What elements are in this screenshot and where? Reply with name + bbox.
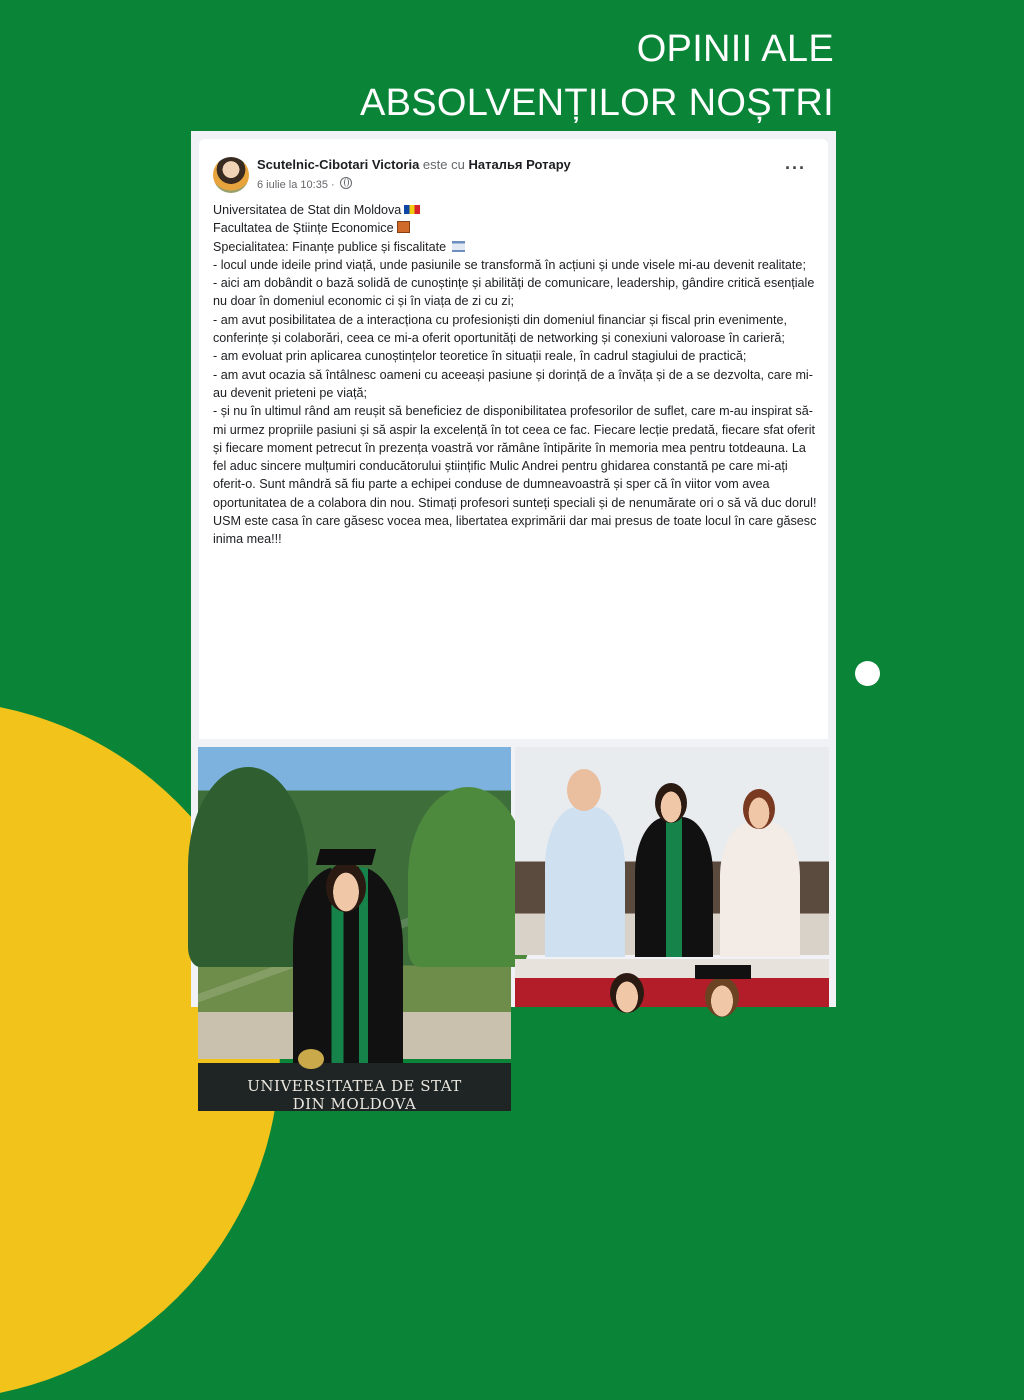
post-line: USM este casa în care găsesc vocea mea, libertatea exprimării dar mai presus de toate locul în care găsesc inima mea!!! xyxy=(213,514,817,547)
face xyxy=(610,973,644,1013)
person-woman xyxy=(720,822,800,957)
post-line: Specialitatea: Finanțe publice și fiscalitate xyxy=(213,238,818,256)
banner-line-2: DIN MOLDOVA xyxy=(292,1095,417,1113)
university-banner-photo[interactable] xyxy=(198,1063,511,1111)
tree-shape xyxy=(188,767,308,967)
page-headline xyxy=(360,22,834,130)
person-man xyxy=(545,807,625,957)
post-line: Universitatea de Stat din Moldova xyxy=(213,201,818,219)
post-date[interactable]: 6 iulie la 10:35 · xyxy=(257,179,335,191)
graduates-closeup-photo[interactable] xyxy=(515,959,829,1007)
post-card xyxy=(199,139,828,739)
university-crest-icon xyxy=(298,1049,324,1069)
post-line: - aici am dobândit o bază solidă de cunoștințe și abilități de comunicare, leadership, gândire critică esențiale nu doar în domeniul economic ci și în viața de zi cu zi; xyxy=(213,276,815,309)
more-options-icon[interactable]: ··· xyxy=(785,158,806,178)
white-dot-decor xyxy=(855,661,880,686)
person-graduate xyxy=(635,817,713,957)
post-line: - locul unde ideile prind viață, unde pasiunile se transformă în acțiuni și unde visele mi-au devenit realitate; xyxy=(213,257,806,272)
bank-building-icon xyxy=(452,241,465,252)
abacus-icon xyxy=(397,221,410,233)
graduation-cap-icon xyxy=(316,849,376,865)
with-text: este cu xyxy=(422,157,465,172)
graduation-cap-icon xyxy=(695,965,751,979)
post-line: - am avut ocazia să întâlnesc oameni cu aceeași pasiune și dorință de a învăța și de a se dezvolta, care mi-au devenit prieteni pe viață; xyxy=(213,367,813,400)
post-line: - și nu în ultimul rând am reușit să beneficiez de disponibilitatea profesorilor de suflet, care m-au inspirat să-mi urmez propriile pasiuni și să aspir la excelență în tot ceea ce fac. Fiecare lecție predată, fiecare sfat oferit și fiecare moment petrecut în prezența voastră vor rămâne întipărite în memoria mea pentru totdeauna. La fel aduc sincere mulțumiri conducătorului științific Mulic Andrei pentru ghidarea constantă pe care mi-ați oferit-o. Sunt mândră să fiu parte a echipei conduse de dumneavoastră și sper că în viitor vom avea oportunitatea de a colabora din nou. Stimați profesori sunteți speciali și de nenumărate ori o să vă duc dorul! xyxy=(213,404,817,510)
post-author-line xyxy=(257,157,571,172)
graduate-head xyxy=(326,862,366,912)
banner-line-1: UNIVERSITATEA DE STAT xyxy=(247,1077,462,1095)
facebook-post-screenshot xyxy=(191,131,836,1113)
group-photo-with-professors[interactable] xyxy=(515,747,829,955)
post-line: - am avut posibilitatea de a interacționa cu profesioniști din domeniul financiar și fiscal prin evenimente, conferințe și colaborări, ceea ce mi-a oferit oportunități de networking și conexiuni valoroase în carieră; xyxy=(213,312,788,346)
author-avatar[interactable] xyxy=(213,157,249,193)
face xyxy=(705,977,739,1017)
photo-grid xyxy=(191,743,836,1113)
headline-line-1: OPINII ALE xyxy=(636,28,834,70)
post-line: - am evoluat prin aplicarea cunoștințelor teoretice în situații reale, în cadrul stagiului de practică; xyxy=(213,349,747,364)
tagged-person[interactable]: Наталья Ротару xyxy=(468,157,571,172)
post-text xyxy=(213,201,818,549)
headline-line-2: ABSOLVENȚILOR NOȘTRI xyxy=(359,82,834,124)
moldova-flag-icon xyxy=(404,205,420,214)
globe-icon xyxy=(340,177,352,189)
face xyxy=(567,769,601,811)
graduate-park-photo[interactable] xyxy=(198,747,511,1059)
face xyxy=(743,789,775,829)
face xyxy=(655,783,687,823)
post-line: Facultatea de Științe Economice xyxy=(213,219,818,237)
author-name[interactable]: Scutelnic-Cibotari Victoria xyxy=(257,157,420,172)
post-meta xyxy=(257,177,352,191)
tree-shape xyxy=(408,787,528,967)
